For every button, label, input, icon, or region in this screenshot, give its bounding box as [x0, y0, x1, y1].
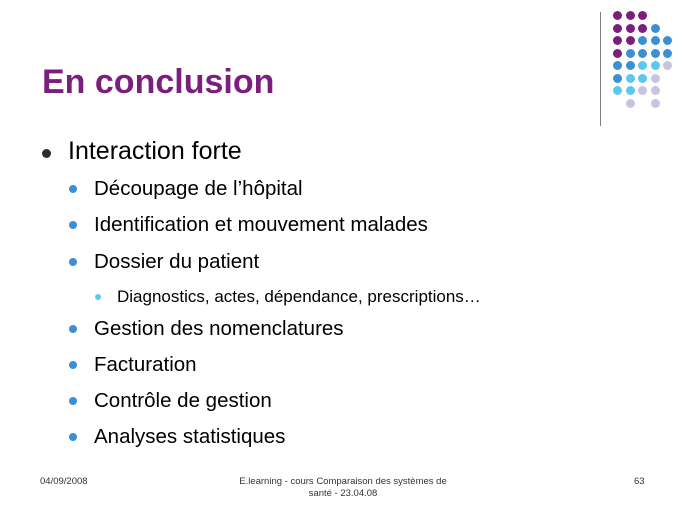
footer-page-number: 63 [634, 476, 645, 487]
bullet-dot-icon [69, 325, 77, 333]
bullet-text: Diagnostics, actes, dépendance, prescriptions… [117, 287, 481, 306]
bullet-text: Dossier du patient [94, 250, 260, 273]
bullet-text: Interaction forte [68, 137, 242, 165]
bullet-text: Identification et mouvement malades [94, 213, 428, 236]
bullet-text: Analyses statistiques [94, 425, 286, 448]
bullet-dot-icon [42, 149, 51, 158]
bullet-dot-icon [95, 294, 101, 300]
bullet-dot-icon [69, 221, 77, 229]
bullet-text: Facturation [94, 353, 197, 376]
bullet-dot-icon [69, 185, 77, 193]
slide-title: En conclusion [42, 63, 275, 101]
bullet-dot-icon [69, 433, 77, 441]
bullet-text: Contrôle de gestion [94, 389, 272, 412]
bullet-dot-icon [69, 397, 77, 405]
bullet-text: Découpage de l’hôpital [94, 177, 303, 200]
bullet-dot-icon [69, 258, 77, 266]
bullet-dot-icon [69, 361, 77, 369]
footer-date: 04/09/2008 [40, 476, 88, 487]
footer-course-title: E.learning - cours Comparaison des systèmes de santé - 23.04.08 [239, 476, 447, 499]
bullet-text: Gestion des nomenclatures [94, 317, 344, 340]
